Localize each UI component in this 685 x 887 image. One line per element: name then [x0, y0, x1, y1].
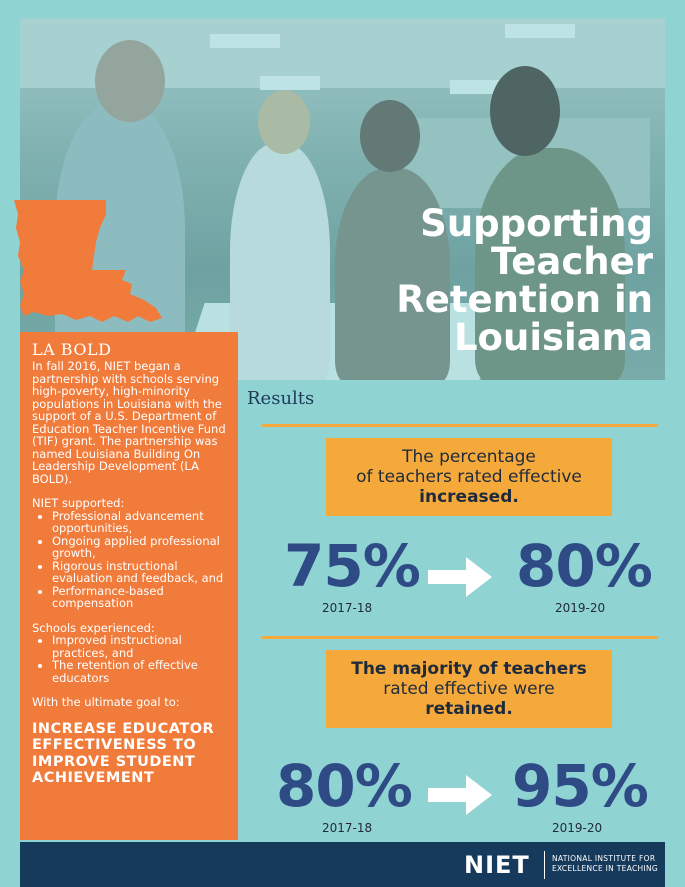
stat-to: 95%	[512, 752, 648, 820]
experienced-label: Schools experienced:	[32, 620, 155, 635]
arrow-right-icon	[426, 772, 494, 818]
title-line: Retention in	[396, 278, 653, 321]
title-line: Louisiana	[453, 316, 653, 359]
callout-retained	[326, 650, 612, 728]
divider-rule	[262, 424, 658, 427]
year-to: 2019-20	[552, 821, 603, 835]
divider-rule	[262, 636, 658, 639]
results-heading: Results	[247, 388, 315, 409]
arrow-right-icon	[426, 554, 494, 600]
experienced-list	[32, 634, 232, 684]
callout-line: rated effective were	[383, 679, 555, 699]
page-title	[353, 202, 653, 359]
la-bold-panel	[20, 332, 238, 840]
niet-logo: NIET	[464, 851, 530, 879]
logo-divider	[544, 851, 545, 879]
list-item: • The retention of effective educators	[52, 659, 232, 684]
year-from: 2017-18	[322, 601, 373, 615]
stat-to: 80%	[516, 532, 652, 600]
supported-list	[32, 510, 232, 610]
list-item: • Rigorous instructional evaluation and feedback, and	[52, 560, 232, 585]
list-item: • Professional advancement opportunities,	[52, 510, 232, 535]
callout-line: The percentage	[402, 447, 536, 467]
year-to: 2019-20	[555, 601, 606, 615]
tagline-line: EXCELLENCE IN TEACHING	[552, 863, 659, 873]
niet-tagline	[552, 854, 658, 873]
callout-emphasis: The majority of teachers	[351, 659, 587, 679]
la-bold-heading: LA BOLD	[32, 340, 112, 359]
list-item: • Improved instructional practices, and	[52, 634, 232, 659]
supported-label: NIET supported:	[32, 496, 125, 510]
callout-increased	[326, 438, 612, 516]
title-line: Supporting	[420, 202, 653, 245]
la-bold-body	[32, 360, 232, 787]
footer-bar	[20, 842, 665, 887]
list-item: • Ongoing applied professional growth,	[52, 535, 232, 560]
list-item: • Performance-based compensation	[52, 585, 232, 610]
intro-paragraph: In fall 2016, NIET began a partnership with schools serving high-poverty, high-minority populations in Louisiana with the support of a U.S. Department of Education Teacher Incentive Fund (TIF) grant. The partnership was named Louisiana Building On Leadership Development (LA BOLD).	[32, 359, 226, 486]
stat-from: 75%	[284, 532, 420, 600]
year-from: 2017-18	[322, 821, 373, 835]
stat-from: 80%	[276, 752, 412, 820]
callout-emphasis: retained.	[425, 699, 513, 719]
goal-statement: INCREASE EDUCATOR EFFECTIVENESS TO IMPROVE STUDENT ACHIEVEMENT	[32, 720, 215, 786]
goal-label: With the ultimate goal to:	[32, 695, 180, 709]
title-line: Teacher	[490, 240, 653, 283]
callout-emphasis: increased.	[419, 487, 519, 507]
callout-line: of teachers rated effective	[356, 467, 582, 487]
tagline-line: NATIONAL INSTITUTE FOR	[552, 854, 656, 863]
louisiana-map-icon	[10, 198, 170, 338]
